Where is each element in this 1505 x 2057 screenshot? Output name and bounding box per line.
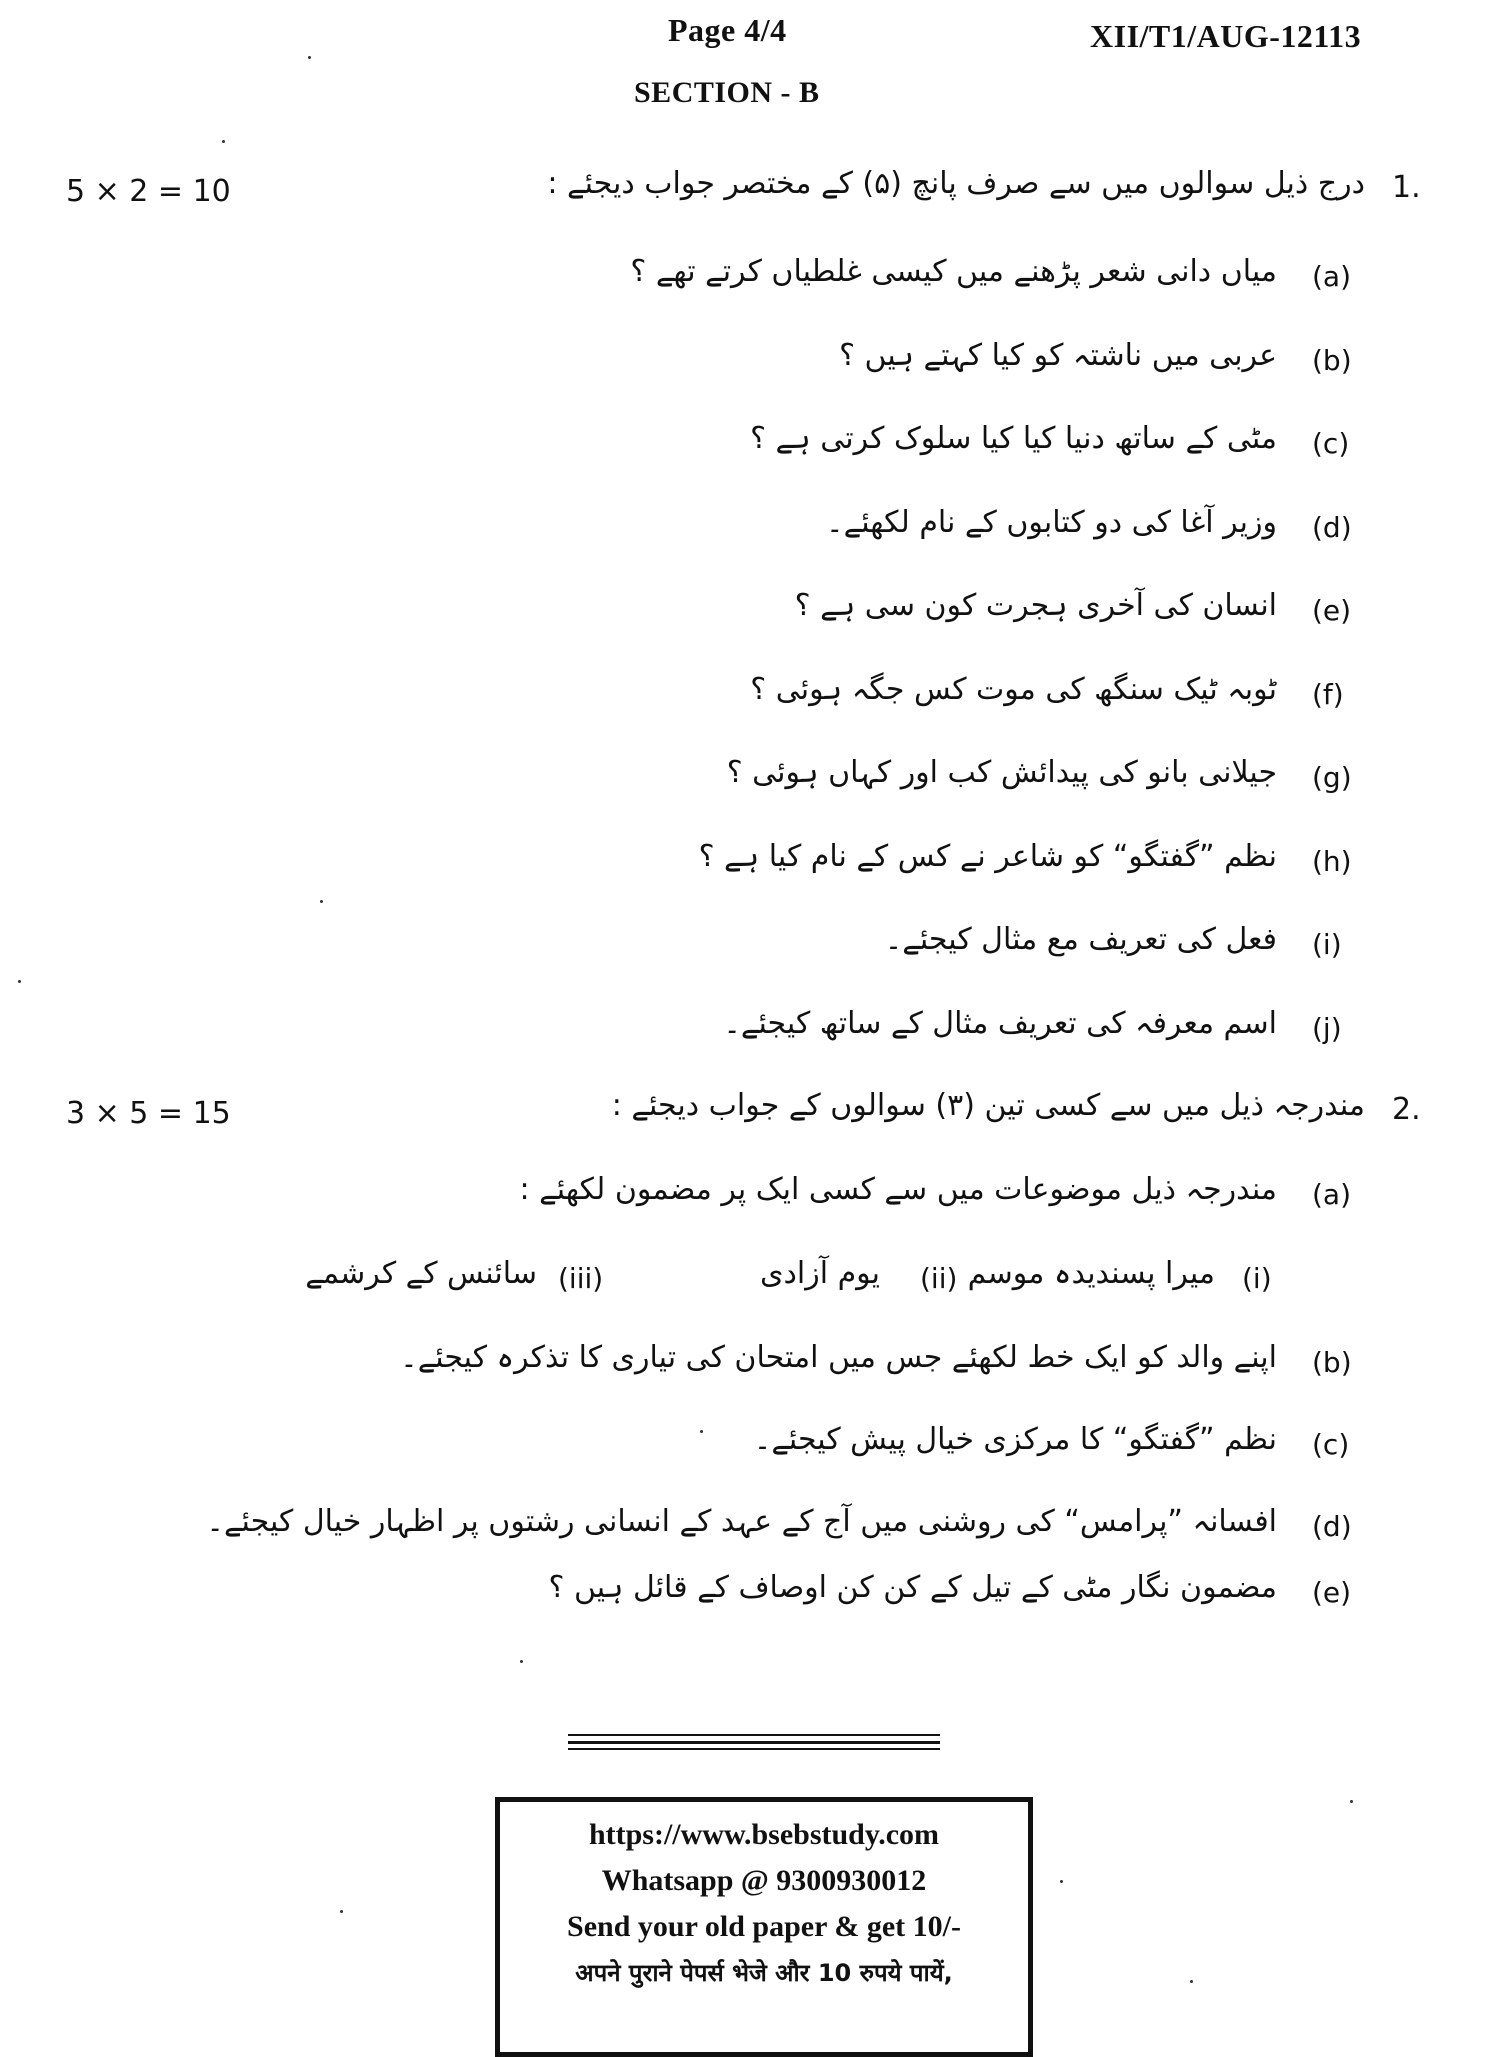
scan-speck: [700, 1430, 703, 1433]
q2-item-label: (b): [1312, 1346, 1352, 1379]
q2-item-label: (d): [1312, 1510, 1352, 1543]
q1-item-label: (f): [1312, 678, 1344, 711]
q1-item-label: (c): [1312, 427, 1350, 460]
divider-line: [568, 1748, 940, 1750]
q1-item-label: (a): [1312, 260, 1352, 293]
q1-item-label: (i): [1312, 928, 1342, 961]
q1-item-label: (j): [1312, 1012, 1342, 1045]
q2-instruction: مندرجہ ذیل میں سے کسی تین (۳) سوالوں کے جواب دیجئے :: [611, 1088, 1365, 1123]
q1-item-text: وزیر آغا کی دو کتابوں کے نام لکھئے۔: [826, 505, 1277, 540]
q1-item-label: (h): [1312, 845, 1352, 878]
scan-speck: [1060, 1880, 1063, 1883]
q1-item-text: عربی میں ناشتہ کو کیا کہتے ہیں ؟: [839, 338, 1277, 373]
section-title: SECTION - B: [634, 76, 820, 109]
paper-code: XII/T1/AUG-12113: [1090, 18, 1362, 54]
promo-box: [495, 1797, 1033, 2057]
q2-item-text: مضمون نگار مٹی کے تیل کے کن کن اوصاف کے قائل ہیں ؟: [548, 1570, 1277, 1605]
q2-item-text: نظم ”گفتگو“ کا مرکزی خیال پیش کیجئے۔: [753, 1422, 1277, 1457]
divider-line: [568, 1741, 940, 1744]
q1-item-text: ٹوبہ ٹیک سنگھ کی موت کس جگہ ہوئی ؟: [750, 672, 1277, 707]
q1-item-text: فعل کی تعریف مع مثال کیجئے۔: [884, 922, 1277, 957]
topic-label: (i): [1242, 1262, 1272, 1295]
scan-speck: [1350, 1800, 1353, 1803]
scan-speck: [1190, 1980, 1193, 1983]
promo-whatsapp: Whatsapp @ 9300930012: [601, 1864, 927, 1897]
q1-item-text: میاں دانی شعر پڑھنے میں کیسی غلطیاں کرتے تھے ؟: [630, 254, 1277, 289]
q2-item-label: (e): [1312, 1576, 1352, 1609]
q1-item-text: نظم ”گفتگو“ کو شاعر نے کس کے نام کیا ہے ؟: [698, 839, 1277, 874]
q1-item-label: (e): [1312, 594, 1352, 627]
q1-item-label: (d): [1312, 511, 1352, 544]
q1-instruction: درج ذیل سوالوں میں سے صرف پانچ (۵) کے مختصر جواب دیجئے :: [547, 166, 1365, 201]
q2-item-label: (a): [1312, 1178, 1352, 1211]
q2-item-text: مندرجہ ذیل موضوعات میں سے کسی ایک پر مضمون لکھئے :: [519, 1172, 1277, 1207]
divider-line: [568, 1734, 940, 1736]
scan-speck: [18, 980, 21, 983]
topic-label: (ii): [920, 1262, 958, 1295]
q2-item-text: افسانہ ”پرامس“ کی روشنی میں آج کے عہد کے انسانی رشتوں پر اظہار خیال کیجئے۔: [206, 1504, 1277, 1539]
scan-speck: [520, 1660, 523, 1663]
q2-item-text: اپنے والد کو ایک خط لکھئے جس میں امتحان کی تیاری کا تذکرہ کیجئے۔: [400, 1340, 1277, 1375]
q2-number: 2.: [1392, 1092, 1421, 1127]
topic-text: سائنس کے کرشمے: [305, 1256, 537, 1291]
page-number: Page 4/4: [668, 12, 787, 48]
q1-marks: 5 × 2 = 10: [66, 174, 231, 209]
scan-speck: [308, 56, 311, 59]
q2-marks: 3 × 5 = 15: [66, 1096, 231, 1131]
q1-number: 1.: [1392, 170, 1421, 205]
q1-item-label: (b): [1312, 344, 1352, 377]
q1-item-label: (g): [1312, 761, 1352, 794]
topic-text: یوم آزادی: [760, 1256, 880, 1291]
promo-offer: Send your old paper & get 10/-: [567, 1910, 961, 1943]
topic-label: (iii): [558, 1262, 604, 1295]
promo-hindi: अपने पुराने पेपर्स भेजे और 10 रुपये पायें,: [575, 1959, 953, 1987]
q1-item-text: انسان کی آخری ہجرت کون سی ہے ؟: [794, 588, 1277, 623]
promo-url[interactable]: https://www.bsebstudy.com: [588, 1818, 940, 1851]
q1-item-text: جیلانی بانو کی پیدائش کب اور کہاں ہوئی ؟: [726, 755, 1277, 790]
scan-speck: [222, 140, 225, 143]
scan-speck: [320, 900, 323, 903]
q1-item-text: مٹی کے ساتھ دنیا کیا کیا سلوک کرتی ہے ؟: [750, 421, 1277, 456]
scan-speck: [340, 1910, 343, 1913]
q1-item-text: اسم معرفہ کی تعریف مثال کے ساتھ کیجئے۔: [723, 1006, 1277, 1041]
q2-item-label: (c): [1312, 1428, 1350, 1461]
topic-text: میرا پسندیدہ موسم: [967, 1256, 1215, 1291]
